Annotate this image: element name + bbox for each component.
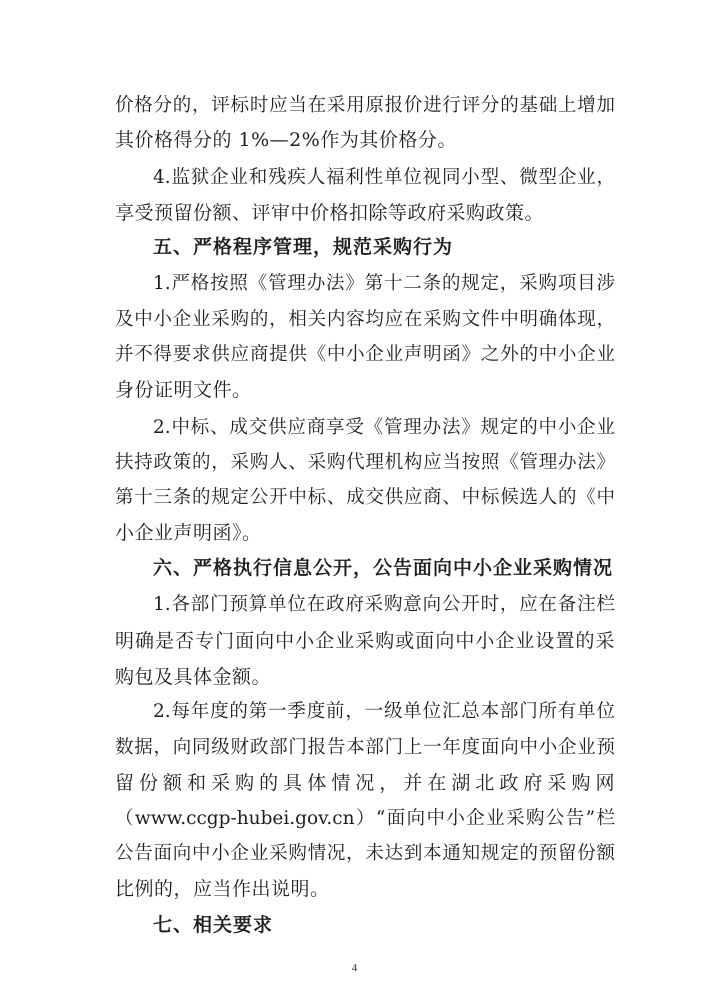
body-text-line: 及中小企业采购的，相关内容均应在采购文件中明确体现， xyxy=(115,309,615,330)
body-text-line: 2.中标、成交供应商享受《管理办法》规定的中小企业 xyxy=(153,417,615,438)
body-text-line: 4.监狱企业和残疾人福利性单位视同小型、微型企业， xyxy=(153,167,615,188)
body-text-line: 其价格得分的 1%—2%作为其价格分。 xyxy=(115,129,457,151)
body-text-line: 数据，向同级财政部门报告本部门上一年度面向中小企业预 xyxy=(115,737,615,758)
body-text-line: 价格分的，评标时应当在采用原报价进行评分的基础上增加 xyxy=(115,95,615,116)
section-heading: 六、严格执行信息公开，公告面向中小企业采购情况 xyxy=(153,557,614,579)
body-text-line: 购包及具体金额。 xyxy=(115,666,272,688)
body-text-line: 1.严格按照《管理办法》第十二条的规定，采购项目涉 xyxy=(153,273,615,294)
body-text-line: 留份额和采购的具体情况，并在湖北政府采购网 xyxy=(115,772,615,794)
section-heading: 七、相关要求 xyxy=(153,914,274,936)
body-text-line: 扶持政策的，采购人、采购代理机构应当按照《管理办法》 xyxy=(115,452,615,473)
body-text-line: 比例的，应当作出说明。 xyxy=(115,878,330,900)
body-text-line: 2.每年度的第一季度前，一级单位汇总本部门所有单位 xyxy=(153,701,615,722)
page-number: 4 xyxy=(351,962,358,974)
body-text-line: 享受预留份额、评审中价格扣除等政府采购政策。 xyxy=(115,202,545,224)
body-text-line: 公告面向中小企业采购情况，未达到本通知规定的预留份额 xyxy=(115,843,615,864)
section-heading: 五、严格程序管理，规范采购行为 xyxy=(153,236,454,258)
body-text-line: 小企业声明函》。 xyxy=(115,522,262,544)
body-text-line: 身份证明文件。 xyxy=(115,379,252,401)
body-text-line: 1.各部门预算单位在政府采购意向公开时，应在备注栏 xyxy=(153,594,615,615)
body-text-line: 并不得要求供应商提供《中小企业声明函》之外的中小企业 xyxy=(115,344,615,365)
body-text-line: 第十三条的规定公开中标、成交供应商、中标候选人的《中 xyxy=(115,487,615,508)
body-text-line: （www.ccgp-hubei.gov.cn）“面向中小企业采购公告”栏 xyxy=(115,808,615,829)
body-text-line: 明确是否专门面向中小企业采购或面向中小企业设置的采 xyxy=(115,630,615,652)
